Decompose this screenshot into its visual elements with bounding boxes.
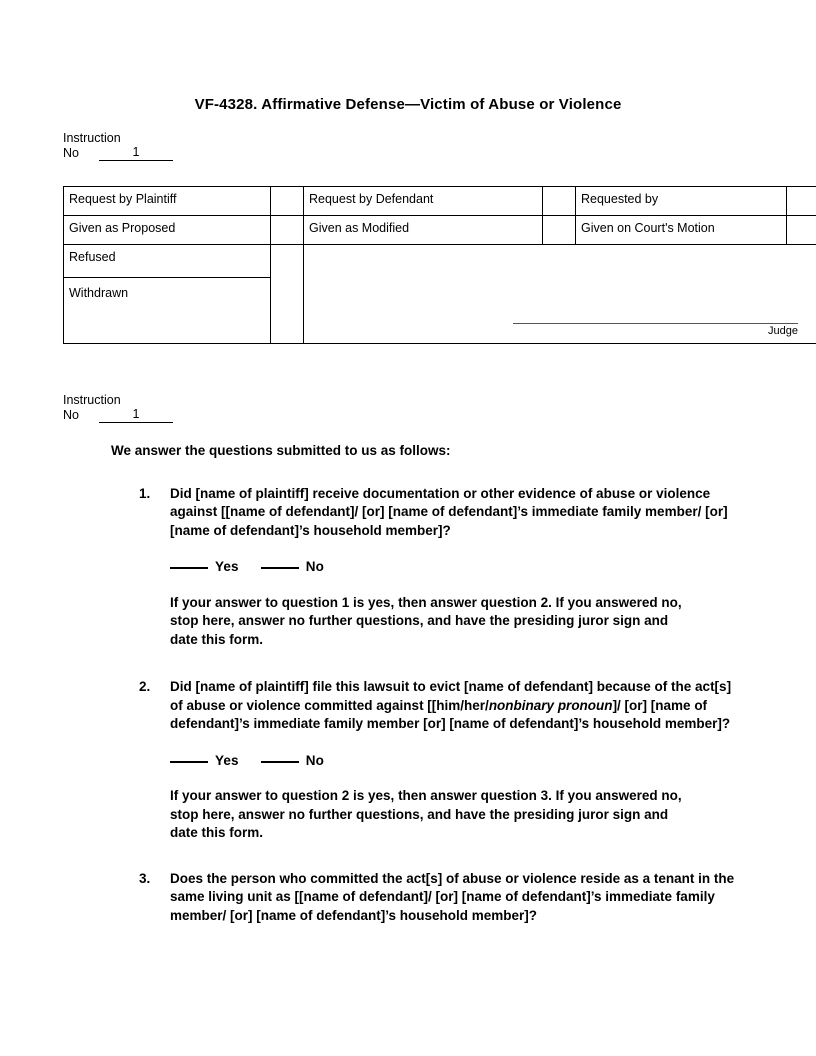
question-number-1: 1. [139, 485, 151, 501]
question-text-3 [170, 870, 735, 926]
cell-request-by-defendant: Request by Defendant [304, 187, 543, 216]
question-item-3 [0, 870, 816, 926]
question-text-2-part-b: ]/ [or] [name of defendant]’s immediate family member [or] [name of defendant]’s household member]? [170, 697, 731, 731]
question-text-2-part-a: Did [name of plaintiff] file this lawsuit to evict [name of defendant] because of the act[s] of abuse or violence committed against [[him/her/ [170, 679, 732, 713]
cell-given-on-courts-motion: Given on Court's Motion [576, 216, 787, 245]
checkbox-cell-given-as-proposed[interactable] [271, 216, 304, 245]
checkbox-cell-requested-by[interactable] [787, 187, 816, 216]
page-title: VF-4328. Affirmative Defense—Victim of Abuse or Violence [194, 96, 622, 113]
question-text-3-part-a: Does the person who committed the act[s] of abuse or violence reside as a tenant in the same living unit as [[name of defendant]/ [or] [name of defendant]’s immediate family member/ [or] [name of defendant]’s household member]? [170, 870, 735, 923]
verdict-form-body [0, 442, 816, 925]
checkbox-cell-given-as-modified[interactable] [543, 216, 576, 245]
cell-requested-by: Requested by [576, 187, 787, 216]
checkbox-cell-given-on-courts-motion[interactable] [787, 216, 816, 245]
cell-given-as-modified: Given as Modified [304, 216, 543, 245]
instruction-number-header-top [63, 131, 173, 161]
answer-line-1 [170, 556, 816, 577]
no-blank-1[interactable] [261, 556, 299, 569]
cell-given-as-proposed: Given as Proposed [64, 216, 271, 245]
question-text-2-italic-placeholder: nonbinary pronoun [488, 697, 613, 713]
instruction-number-field-top[interactable]: 1 [99, 146, 173, 161]
routing-table [63, 186, 816, 344]
question-text-1 [170, 485, 735, 541]
question-note-1: If your answer to question 1 is yes, then answer question 2. If you answered no, stop here, answer no further questions, and have the presiding juror sign and date this form. [170, 594, 682, 647]
instruction-number-field-body[interactable]: 1 [99, 408, 173, 423]
question-number-3: 3. [139, 870, 151, 886]
yes-label-2: Yes [215, 752, 239, 768]
yes-blank-1[interactable] [170, 556, 208, 569]
question-text-2 [170, 678, 735, 734]
instruction-label-body: Instruction [63, 393, 121, 407]
cell-withdrawn: Withdrawn [64, 278, 271, 344]
question-note-2: If your answer to question 2 is yes, then answer question 3. If you answered no, stop here, answer no further questions, and have the presiding juror sign and date this form. [170, 788, 682, 840]
instruction-no-label-body: No [63, 408, 79, 422]
checkbox-cell-request-by-defendant[interactable] [543, 187, 576, 216]
no-label-2: No [305, 752, 324, 768]
table-row [64, 245, 816, 278]
question-item-1 [0, 485, 816, 541]
question-text-1-part-a: Did [name of plaintiff] receive documentation or other evidence of abuse or violence against [[name of defendant]/ [or] [name of defendant]’s immediate family member/ [or] [name of defendant]’s household member]? [170, 485, 728, 538]
judge-signature-area[interactable] [304, 245, 816, 344]
cell-request-by-plaintiff: Request by Plaintiff [64, 187, 271, 216]
answer-line-2 [170, 750, 816, 771]
table-row [64, 187, 816, 216]
yes-label-1: Yes [215, 559, 239, 574]
question-number-2: 2. [139, 679, 151, 694]
cell-refused: Refused [64, 245, 271, 278]
yes-blank-2[interactable] [170, 750, 208, 763]
instruction-no-label-top: No [63, 146, 79, 160]
no-label-1: No [305, 559, 324, 574]
signature-caption: Judge [768, 325, 798, 337]
question-item-2 [0, 678, 816, 734]
table-row [64, 216, 816, 245]
no-blank-2[interactable] [261, 750, 299, 763]
checkbox-cell-request-by-plaintiff[interactable] [271, 187, 304, 216]
instruction-number-header-body [63, 393, 173, 423]
checkbox-cell-refused-withdrawn[interactable] [271, 245, 304, 344]
verdict-lead-in: We answer the questions submitted to us as follows: [111, 443, 451, 458]
instruction-label-top: Instruction [63, 131, 121, 145]
